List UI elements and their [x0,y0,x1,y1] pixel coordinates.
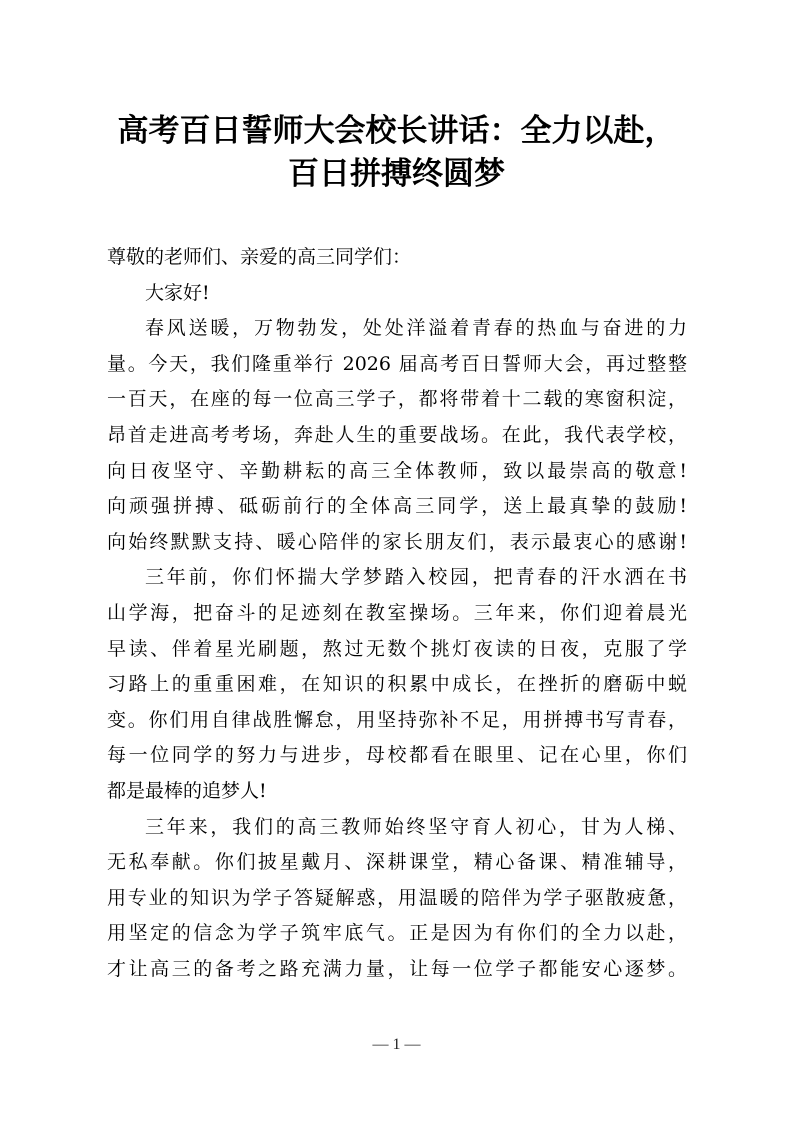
document-title [60,110,733,196]
document-body [107,240,687,987]
paragraph-line: 都是最棒的追梦人! [107,779,267,802]
paragraph-1 [107,311,687,560]
paragraph-line: 向日夜坚守、辛勤耕耘的高三全体教师，致以最崇高的敬意! [107,459,687,482]
paragraph-line: 变。你们用自律战胜懈怠，用坚持弥补不足，用拼搏书写青春， [107,708,687,731]
title-line-1: 高考百日誓师大会校长讲话：全力以赴， [117,113,676,149]
paragraph-line: 一百天，在座的每一位高三学子，都将带着十二载的寒窗积淀， [107,388,687,411]
paragraph-line: 才让高三的备考之路充满力量，让每一位学子都能安心逐梦。 [107,957,687,980]
paragraph-line: 每一位同学的努力与进步，母校都看在眼里、记在心里，你们 [107,744,687,767]
paragraph-line: 用坚定的信念为学子筑牢底气。正是因为有你们的全力以赴， [107,922,687,945]
paragraph-line: 无私奉献。你们披星戴月、深耕课堂，精心备课、精准辅导， [107,851,687,874]
greeting [107,276,687,312]
page-number: — 1 — [372,1036,421,1053]
salutation-line: 尊敬的老师们、亲爱的高三同学们： [107,246,412,268]
paragraph-line: 向始终默默支持、暖心陪伴的家长朋友们，表示最衷心的感谢! [107,530,687,553]
paragraph-line: 三年前，你们怀揣大学梦踏入校园，把青春的汗水洒在书 [145,566,687,589]
paragraph-line: 三年来，我们的高三教师始终坚守育人初心，甘为人梯、 [145,815,687,838]
paragraph-line: 习路上的重重困难，在知识的积累中成长，在挫折的磨砺中蜕 [107,673,687,696]
paragraph-3 [107,810,687,988]
paragraph-line: 向顽强拼搏、砥砺前行的全体高三同学，送上最真挚的鼓励! [107,495,687,518]
paragraph-line: 早读、伴着星光刷题，熬过无数个挑灯夜读的日夜，克服了学 [107,637,687,660]
paragraph-line: 用专业的知识为学子答疑解惑，用温暖的陪伴为学子驱散疲惫， [107,886,687,909]
paragraph-line: 昂首走进高考考场，奔赴人生的重要战场。在此，我代表学校， [107,423,687,446]
title-line-2: 百日拼搏终圆梦 [288,156,505,192]
paragraph-2 [107,560,687,809]
paragraph-line: 量。今天，我们隆重举行 2026 届高考百日誓师大会，再过整整 [107,352,687,375]
paragraph-line: 春风送暖，万物勃发，处处洋溢着青春的热血与奋进的力 [145,317,687,340]
salutation [107,240,687,276]
greeting-line: 大家好! [145,281,210,304]
paragraph-line: 山学海，把奋斗的足迹刻在教室操场。三年来，你们迎着晨光 [107,601,687,624]
